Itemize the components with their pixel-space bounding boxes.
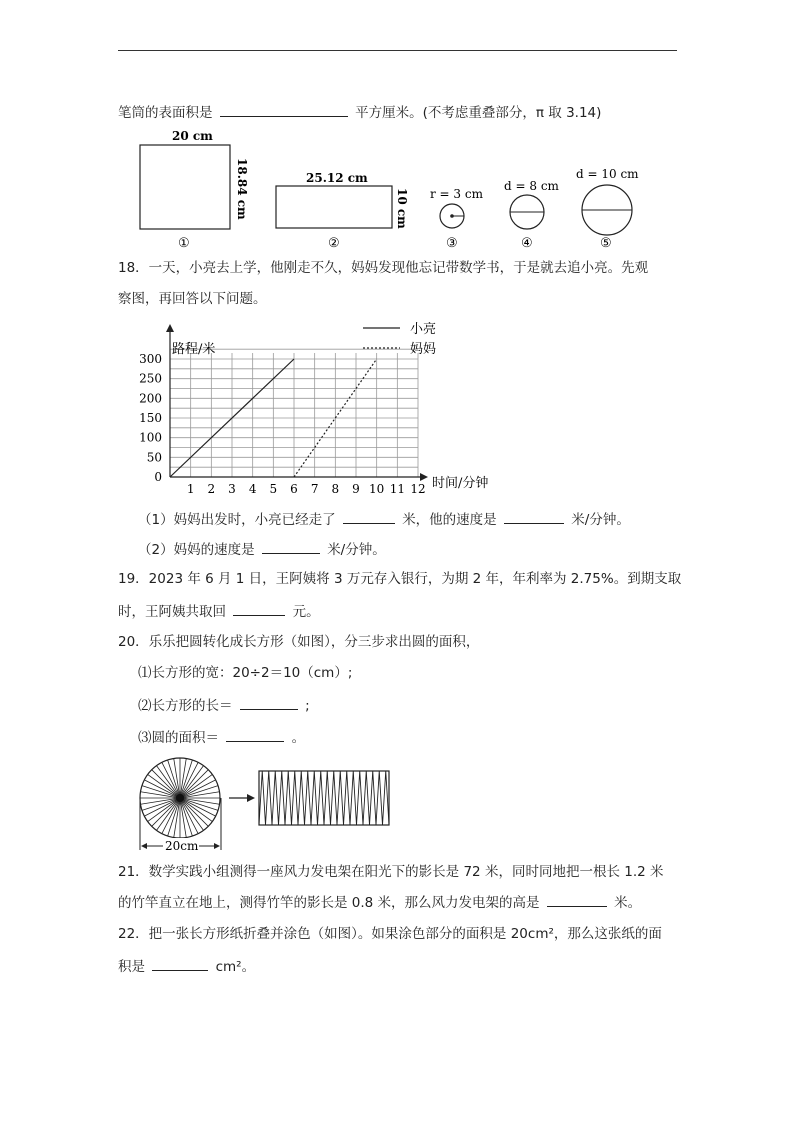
header-rule (118, 50, 677, 51)
q22-line1: 22．把一张长方形纸折叠并涂色（如图）。如果涂色部分的面积是 20cm²，那么这张纸的面 (118, 926, 662, 942)
q18-sub2-text-a: （2）妈妈的速度是 (138, 542, 255, 558)
rearranged-rectangle (259, 771, 389, 825)
y-axis-arrow (166, 324, 174, 332)
y-tick-label: 250 (139, 371, 162, 386)
legend-label-2: 妈妈 (410, 342, 437, 357)
q19-blank[interactable] (233, 601, 285, 616)
q20-step2-text: ⑵长方形的长＝ (138, 698, 233, 714)
shape5-label: d = 10 cm (576, 167, 639, 181)
x-tick-label: 1 (186, 482, 195, 496)
q21-blank[interactable] (547, 892, 607, 907)
q18-line2: 察图，再回答以下问题。 (118, 291, 267, 307)
q22-blank[interactable] (152, 956, 208, 971)
shape2-top-label: 25.12 cm (306, 171, 368, 185)
shape1-number: ① (178, 236, 190, 251)
q17-suffix: 平方厘米。(不考虑重叠部分，π 取 3.14) (355, 105, 602, 121)
q18-sub1-text-b: 米，他的速度是 (402, 512, 497, 528)
y-tick-label: 200 (139, 391, 162, 406)
x-tick-label: 2 (207, 482, 216, 496)
x-tick-label: 11 (389, 482, 405, 496)
q18-sub1-blank-2[interactable] (504, 509, 564, 524)
q18-sub2 (138, 539, 386, 560)
q21-text-a: 的竹竿直立在地上，测得竹竿的影长是 0.8 米，那么风力发电架的高是 (118, 895, 540, 911)
q19-text-b: 元。 (292, 604, 320, 620)
q18-chart (130, 318, 510, 496)
shape2-rectangle (276, 186, 392, 228)
shape1-top-label: 20 cm (172, 129, 213, 143)
q21-line2 (118, 892, 641, 913)
q22-text-a: 积是 (118, 959, 145, 975)
sliced-circle (140, 758, 220, 838)
x-tick-label: 4 (248, 482, 257, 496)
q18-line1: 18．一天，小亮去上学，他刚走不久，妈妈发现他忘记带数学书，于是就去追小亮。先观 (118, 260, 649, 276)
q20-figure (133, 756, 395, 854)
q20-step3 (138, 727, 305, 748)
q22-text-b: cm²。 (215, 959, 256, 975)
x-axis-label: 时间/分钟 (432, 476, 489, 491)
q20-step3-end: 。 (291, 730, 306, 746)
q18-sub1 (138, 509, 630, 530)
q19-text-a: 时，王阿姨共取回 (118, 604, 226, 620)
transform-arrowhead (247, 794, 255, 802)
x-tick-label: 9 (352, 482, 360, 496)
shape4-number: ④ (521, 236, 533, 251)
shape1-side-label: 18.84 cm (235, 158, 249, 220)
y-tick-label: 100 (139, 430, 162, 445)
q18-sub2-text-b: 米/分钟。 (327, 542, 386, 558)
q20-step3-blank[interactable] (226, 727, 284, 742)
q21-line1: 21．数学实践小组测得一座风力发电架在阳光下的影长是 72 米，同时同地把一根长 1.2 米 (118, 864, 664, 880)
q20-step2-blank[interactable] (240, 695, 298, 710)
q20-step3-text: ⑶圆的面积＝ (138, 730, 219, 746)
y-tick-label: 300 (139, 352, 162, 366)
q20-step2 (138, 695, 310, 716)
shape2-side-label: 10 cm (395, 188, 409, 229)
x-tick-label: 8 (331, 482, 340, 496)
y-axis-label: 路程/米 (172, 342, 216, 357)
x-tick-label: 7 (310, 482, 319, 496)
q18-sub1-text-c: 米/分钟。 (571, 512, 630, 528)
q18-sub1-text-a: （1）妈妈出发时，小亮已经走了 (138, 512, 336, 528)
shape3-number: ③ (446, 236, 458, 251)
q17-figure (130, 126, 650, 252)
x-axis-arrow (420, 473, 428, 481)
q20-line1: 20．乐乐把圆转化成长方形（如图），分三步求出圆的面积， (118, 634, 480, 650)
q17-prefix: 笔筒的表面积是 (118, 105, 213, 121)
y-tick-label: 50 (146, 450, 162, 465)
q19-line2 (118, 601, 320, 622)
dim-arrow-right (214, 843, 220, 849)
y-tick-label: 0 (154, 470, 162, 484)
q20-step1: ⑴长方形的宽：20÷2＝10（cm）; (138, 665, 353, 681)
q17-text (118, 102, 601, 123)
chart-grid (170, 349, 418, 477)
dim-label: 20cm (165, 839, 199, 853)
shape3-label: r = 3 cm (430, 187, 483, 201)
y-tick-label: 150 (139, 411, 162, 425)
x-tick-label: 6 (290, 482, 298, 496)
dim-arrow-left (141, 843, 147, 849)
q22-line2 (118, 956, 255, 977)
q17-answer-blank[interactable] (220, 102, 348, 117)
shape1-square (140, 145, 230, 229)
legend-label-1: 小亮 (410, 322, 437, 337)
q18-sub2-blank[interactable] (262, 539, 320, 554)
shape2-number: ② (328, 236, 340, 251)
q21-text-b: 米。 (614, 895, 642, 911)
x-tick-label: 3 (228, 482, 236, 496)
shape4-label: d = 8 cm (504, 179, 559, 193)
q18-sub1-blank-1[interactable] (343, 509, 395, 524)
shape3-center (450, 214, 454, 218)
rectangle-outline (259, 771, 389, 825)
shape5-number: ⑤ (600, 236, 612, 251)
q19-line1: 19．2023 年 6 月 1 日，王阿姨将 3 万元存入银行，为期 2 年，年利率为 2.75%。到期支取 (118, 571, 682, 587)
x-tick-label: 12 (410, 482, 426, 496)
circle-center (176, 794, 184, 802)
q20-step2-end: ; (305, 698, 310, 714)
x-tick-label: 10 (369, 482, 385, 496)
x-tick-label: 5 (269, 482, 278, 496)
